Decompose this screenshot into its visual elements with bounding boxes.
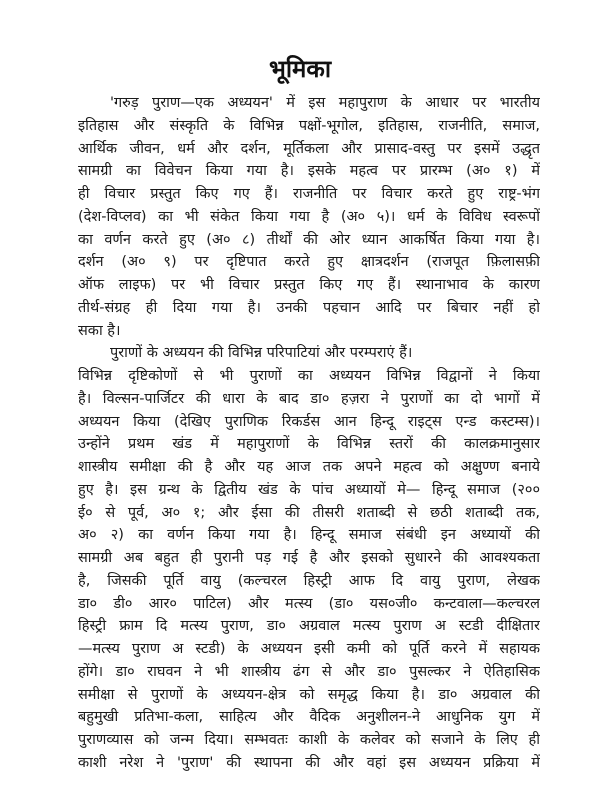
text-line: बहुमुखी प्रतिभा-कला, साहित्य और वैदिक अनुशीलन-ने आधुनिक युग में bbox=[78, 709, 540, 726]
text-line: सामग्री अब बहुत ही पुरानी पड़ गई है और इसको सुधारने की आवश्यकता bbox=[78, 550, 540, 566]
text-line: है। विल्सन-पार्जिटर की धारा के बाद डा० हज़रा ने पुराणों का दो भागों में bbox=[78, 390, 540, 407]
text-line: तीर्थ-संग्रह ही दिया गया है। उनकी पहचान आदि पर बिचार नहीं हो bbox=[78, 299, 540, 316]
text-line: उन्होंने प्रथम खंड में महापुराणों के विभिन्न स्तरों की कालक्रमानुसार bbox=[78, 436, 540, 453]
text-line: ऑफ लाइफ) पर भी विचार प्रस्तुत किए गए हैं। स्थानाभाव के कारण bbox=[78, 277, 540, 293]
body-text bbox=[78, 92, 540, 775]
text-line: अ० २) का वर्णन किया गया है। हिन्दू समाज संबंधी इन अध्यायों की bbox=[78, 527, 540, 544]
text-line: 'गरुड़ पुराण—एक अध्ययन' में इस महापुराण के आधार पर भारतीय bbox=[110, 95, 540, 111]
text-line: होंगे। डा० राघवन ने भी शास्त्रीय ढंग से और डा० पुसल्कर ने ऐतिहासिक bbox=[78, 663, 540, 680]
text-line: सामग्री का विवेचन किया गया है। इसके महत्व पर प्रारम्भ (अ० १) में bbox=[78, 163, 540, 180]
text-line: शास्त्रीय समीक्षा की है और यह आज तक अपने महत्व को अक्षुण्ण बनाये bbox=[78, 459, 540, 475]
page-title: भूमिका bbox=[268, 55, 332, 83]
text-line: पुराणों के अध्ययन की विभिन्न परिपाटियां और परम्पराएं हैं। bbox=[110, 345, 413, 362]
text-line: पुराणव्यास को जन्म दिया। सम्भवतः काशी के कलेवर को सजाने के लिए ही bbox=[78, 732, 540, 748]
text-line: (देश-विप्लव) का भी संकेत किया गया है (अ० ५)। धर्म के विविध स्वरूपों bbox=[78, 208, 540, 225]
text-line: डा० डी० आर० पाटिल) और मत्स्य (डा० यस०जी० कन्टवाला—कल्चरल bbox=[78, 595, 540, 612]
text-line: हुए है। इस ग्रन्थ के द्वितीय खंड के पांच अध्यायों मे— हिन्दू समाज (२०० bbox=[78, 481, 540, 498]
text-line: काशी नरेश ने 'पुराण' की स्थापना की और वहां इस अध्ययन प्रक्रिया में bbox=[78, 754, 540, 771]
text-line: सका है। bbox=[78, 322, 121, 339]
text-line: दर्शन (अ० ९) पर दृष्टिपात करते हुए क्षात्रदर्शन (राजपूत फ़िलासफ़ी bbox=[78, 254, 540, 271]
text-line: विभिन्न दृष्टिकोणों से भी पुराणों का अध्ययन विभिन्न विद्वानों ने किया bbox=[78, 368, 540, 384]
text-line: हिस्ट्री फ्राम दि मत्स्य पुराण, डा० अग्रवाल मत्स्य पुराण अ स्टडी दीक्षितार bbox=[78, 618, 540, 635]
text-line: —मत्स्य पुराण अ स्टडी) के अध्ययन इसी कमी को पूर्ति करने में सहायक bbox=[78, 641, 540, 657]
text-line: समीक्षा से पुराणों के अध्ययन-क्षेत्र को समृद्ध किया है। डा० अग्रवाल की bbox=[78, 686, 540, 703]
text-line: आर्थिक जीवन, धर्म और दर्शन, मूर्तिकला और प्रासाद-वस्तु पर इसमें उद्धृत bbox=[78, 140, 540, 157]
text-line: ही विचार प्रस्तुत किए गए हैं। राजनीति पर विचार करते हुए राष्ट्र-भंग bbox=[78, 186, 540, 202]
text-line: इतिहास और संस्कृति के विभिन्न पक्षों-भूगोल, इतिहास, राजनीति, समाज, bbox=[78, 117, 540, 134]
text-line: अध्ययन किया (देखिए पुराणिक रिकर्डस आन हिन्दू राइट्स एन्ड कस्टम्स)। bbox=[78, 413, 540, 430]
text-line: ई० से पूर्व, अ० १; और ईसा की तीसरी शताब्दी से छठी शताब्दी तक, bbox=[78, 504, 540, 521]
text-line: का वर्णन करते हुए (अ० ८) तीर्थों की ओर ध्यान आकर्षित किया गया है। bbox=[78, 231, 540, 248]
text-line: है, जिसकी पूर्ति वायु (कल्चरल हिस्ट्री आफ दि वायु पुराण, लेखक bbox=[78, 572, 540, 589]
